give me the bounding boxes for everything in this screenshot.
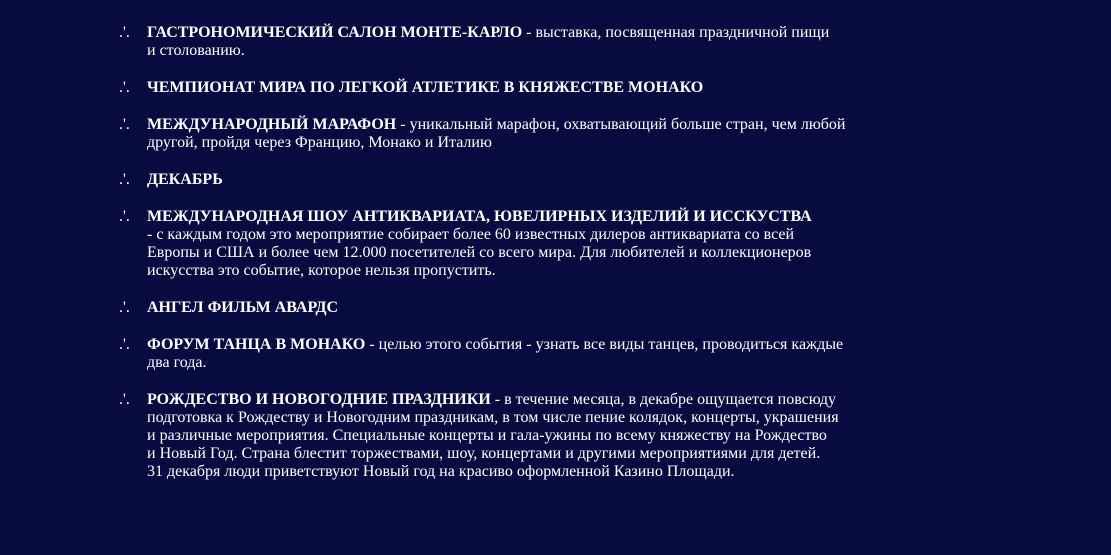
item-desc-line: и Новый Год. Страна блестит торжествами, шоу, концертами и другими мероприятиями для детей.: [147, 445, 821, 462]
item-desc-line: искусства это событие, которое нельзя пропустить.: [147, 262, 496, 279]
item-desc-line: и различные мероприятия. Специальные концерты и гала-ужины по всему княжеству на Рождество: [147, 427, 827, 444]
item-text: [147, 391, 1019, 481]
item-desc-line: - в течение месяца, в декабре ощущается повсюду: [494, 391, 837, 408]
list-item: [119, 299, 1019, 317]
item-desc-line: - целью этого события - узнать все виды танцев, проводиться каждые: [369, 336, 844, 353]
item-desc-line: Европы и США и более чем 12.000 посетителей со всего мира. Для любителей и коллекционеров: [147, 244, 812, 261]
item-title: АНГЕЛ ФИЛЬМ АВАРДС: [147, 299, 339, 316]
item-text: [147, 24, 1019, 60]
list-item: [119, 208, 1019, 280]
item-title: ЧЕМПИОНАТ МИРА ПО ЛЕГКОЙ АТЛЕТИКЕ В КНЯЖЕСТВЕ МОНАКО: [147, 79, 704, 96]
item-title: РОЖДЕСТВО И НОВОГОДНИЕ ПРАЗДНИКИ: [147, 391, 491, 408]
item-desc-line: - с каждым годом это мероприятие собирает более 60 известных дилеров антиквариата со всей: [147, 226, 795, 243]
item-title: ФОРУМ ТАНЦА В МОНАКО: [147, 336, 366, 353]
item-desc-line: подготовка к Рождеству и Новогодним праздникам, в том числе пение колядок, концерты, украшения: [147, 409, 839, 426]
list-item: [119, 171, 1019, 189]
bullet-icon: .'.: [119, 116, 130, 133]
item-desc-line: - выставка, посвященная праздничной пищи: [526, 24, 830, 41]
item-title: ДЕКАБРЬ: [147, 171, 223, 188]
item-desc-line: другой, пройдя через Францию, Монако и Италию: [147, 134, 492, 151]
item-text: [147, 208, 1019, 280]
item-title: ГАСТРОНОМИЧЕСКИЙ САЛОН МОНТЕ-КАРЛО: [147, 24, 523, 41]
bullet-icon: .'.: [119, 24, 130, 41]
item-title: МЕЖДУНАРОДНЫЙ МАРАФОН: [147, 116, 397, 133]
item-desc-line: два года.: [147, 354, 207, 371]
bullet-icon: .'.: [119, 79, 130, 96]
list-item: [119, 24, 1019, 60]
events-list: [119, 24, 1019, 500]
bullet-icon: .'.: [119, 208, 130, 225]
bullet-icon: .'.: [119, 391, 130, 408]
list-item: [119, 79, 1019, 97]
bullet-icon: .'.: [119, 299, 130, 316]
item-text: [147, 171, 1019, 189]
item-title: МЕЖДУНАРОДНАЯ ШОУ АНТИКВАРИАТА, ЮВЕЛИРНЫХ ИЗДЕЛИЙ И ИССКУСТВА: [147, 208, 812, 225]
item-desc-line: и столованию.: [147, 42, 245, 59]
item-text: [147, 79, 1019, 97]
item-text: [147, 299, 1019, 317]
bullet-icon: .'.: [119, 171, 130, 188]
list-item: [119, 391, 1019, 481]
item-desc-line: - уникальный марафон, охватывающий больше стран, чем любой: [400, 116, 846, 133]
item-text: [147, 116, 1019, 152]
item-desc-line: 31 декабря люди приветствуют Новый год на красиво оформленной Казино Площади.: [147, 463, 735, 480]
list-item: [119, 336, 1019, 372]
list-item: [119, 116, 1019, 152]
bullet-icon: .'.: [119, 336, 130, 353]
item-text: [147, 336, 1019, 372]
